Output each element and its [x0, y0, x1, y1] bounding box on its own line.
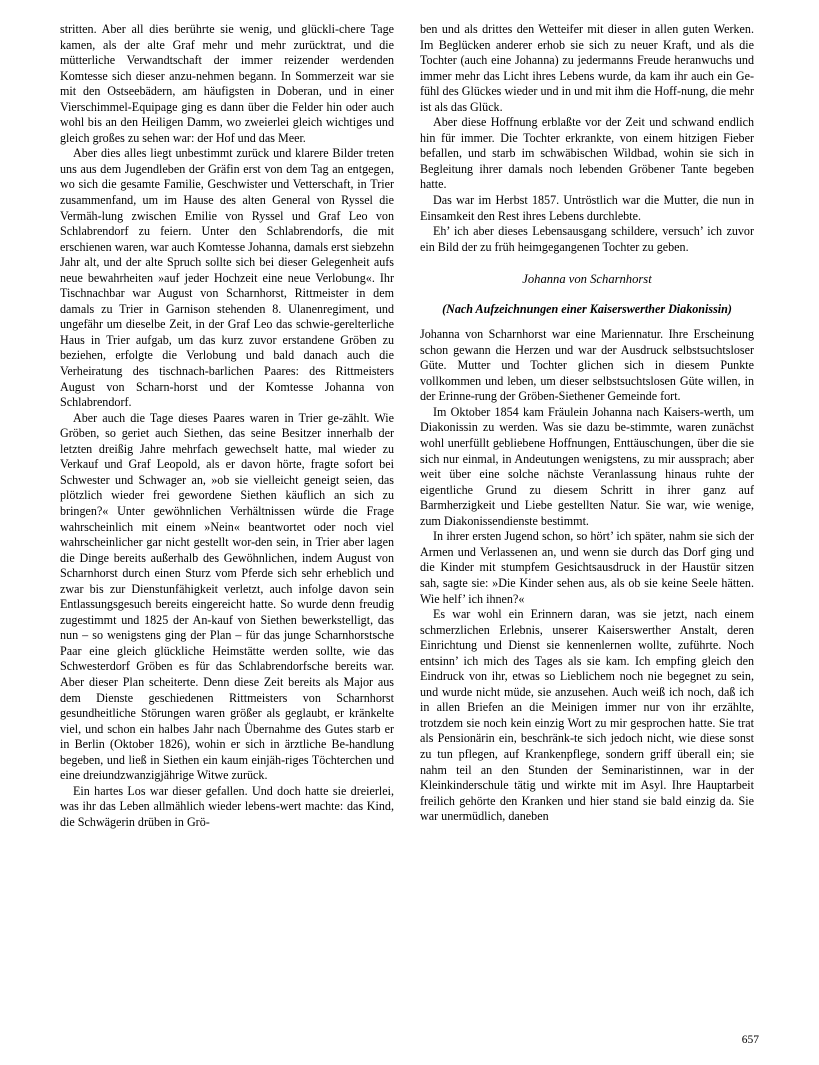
paragraph: In ihrer ersten Jugend schon, so hört’ ich später, nahm sie sich der Armen und Verlassenen an, und wenn sie durch das Dorf ging und die Kinder mit stumpfem Gesichtsausdruck in der Haustür sitzen sah, sagte sie: »Die Kinder sehen aus, als ob sie keine Seele hätten. Wie helf’ ich ihnen?« — [420, 529, 754, 606]
page-number: 657 — [741, 1034, 759, 1046]
left-column — [60, 22, 394, 1022]
paragraph: Aber dies alles liegt unbestimmt zurück und klarere Bilder treten uns aus dem Jugendleben der Gräfin erst von dem Tag an entgegen, wo sich die gesamte Familie, Geschwister und Vetterschaft, in Trier zusammenfand, um im Hause des alten General von Ryssel die Vermäh-lung zwischen Emilie von Ryssel und Graf Leo von Schlabrendorf zu feiern. Unter den Schlabrendorfs, die mit erschienen waren, war auch Komtesse Johanna, damals erst siebzehn Jahr alt, und der alte Spruch sollte sich bei dieser Gelegenheit aufs neue bewahrheiten »auf jeder Hochzeit eine neue Verlobung«. Ihr Tischnachbar war August von Scharnhorst, Rittmeister in dem damals zu Trier in Garnison stehenden 8. Ulanenregiment, und ungefähr um dieselbe Zeit, in der Graf Leo das schwie-gerelterliche Haus in Trier aufgab, um das kurz zuvor erstandene Gröben zu beziehen, erfolgte die Verlobung und bald danach auch die Verheiratung des tischnach-barlichen Paares: des Rittmeisters August von Scharn-horst und der Komtesse Johanna von Schlabrendorf. — [60, 146, 394, 410]
paragraph: Aber auch die Tage dieses Paares waren in Trier ge-zählt. Wie Gröben, so geriet auch Siethen, das seine Besitzer innerhalb der letzten dreißig Jahre mehrfach gewechselt hatte, mal wieder zu Verkauf und Graf Leopold, als er davon hörte, fragte sofort bei Schwester und Schwager an, »ob sie vielleicht geneigt seien, das plötzlich wieder frei gewordene Siethen käuflich an sich zu bringen?« Unter gewöhnlichen Verhältnissen würde die Frage wahrscheinlich mit einem »Nein« beantwortet oder noch viel wahrscheinlicher gar nicht gestellt wor-den sein, in Trier aber lagen die Dinge bereits außerhalb des Gewöhnlichen, indem August von Scharnhorst durch einen Sturz vom Pferde sich sehr erheblich und zwar bis zur Dienstunfähigkeit verletzt, auch infolge davon sein Entlassungsgesuch bereits eingereicht hatte. So wurde denn freudig zugestimmt und 1825 der An-kauf von Siethen bewerkstelligt, das nun – so wenigstens ging der Plan – für das junge Scharnhorstsche Paar eine gleich glückliche Heimstätte werden sollte, wie das Schwesterdorf Gröben es für das Schlabrendorfsche bereits war. Aber dieser Plan scheiterte. Denn diese Zeit bereits als Major aus dem Dienste geschiedenen Rittmeisters von Scharnhorst gesundheitliche Störungen waren größer als geglaubt, er kränkelte viel, und schon ein halbes Jahr nach Übernahme des Gutes starb er in Berlin (Oktober 1826), wohin er sich in ärztliche Be-handlung begeben, und ließ in Siethen ein kaum einjäh-riges Töchterchen und eine dreiundzwanzigjährige Witwe zurück. — [60, 410, 394, 783]
paragraph: Im Oktober 1854 kam Fräulein Johanna nach Kaisers-werth, um Diakonissin zu werden. Was sie dazu be-stimmte, waren zunächst wohl unerfüllt gebliebene Hoffnungen, Enttäuschungen, über die sie sich nur einmal, in Andeutungen wenigstens, zu mir aussprach; aber weit über eine solche nächste Veranlassung hinaus ruhte der eigentliche Grund zu diesem Schritt in ihrer ganz auf Barmherzigkeit und Liebe gestellten Natur. Sie war, wie wenige, zum Diakonissendienste bestimmt. — [420, 404, 754, 528]
section-subheading: (Nach Aufzeichnungen einer Kaiserswerther Diakonissin) — [442, 301, 732, 316]
paragraph: Ein hartes Los war dieser gefallen. Und doch hatte sie dreierlei, was ihr das Leben allmählich wieder lebens-wert machte: das Kind, die Schwägerin drüben in Grö- — [60, 783, 394, 829]
paragraph: Johanna von Scharnhorst war eine Mariennatur. Ihre Erscheinung schon gewann die Herzen und war der Ausdruck selbstsuchtsloser Güte. Mutter und Tochter glichen sich in diesem Punkte vollkommen und leben, um dieser selbstsuchtslosen Güte willen, in der Erinne-rung der Gröben-Siethener Gemeinde fort. — [420, 327, 754, 404]
paragraph: stritten. Aber all dies berührte sie wenig, und glückli-chere Tage kamen, als der alte Graf mehr und mehr zurücktrat, und die mütterliche Verwandtschaft der immer reizender werdenden Komtesse sich dieser anzu-nehmen begann. In Sommerzeit war sie mit den Ostseebädern, am häufigsten in Doberan, und in einer Vierschimmel-Equipage ging es dann über die Felder hin oder auch wohl bis an den Heiligen Damm, wo zweierlei gleich wichtiges und gleich großes zu sehen war: der Hof und das Meer. — [60, 22, 394, 145]
paragraph: Es war wohl ein Erinnern daran, was sie jetzt, nach einem schmerzlichen Erlebnis, unserer Kaiserswerther Anstalt, deren Einrichtung und Dienst sie kennenlernen wollte, zuführte. Noch entsinn’ ich mich des Tages als sie kam. Ich empfing gleich den Eindruck von ihr, etwas so Lieblichem noch nie begegnet zu sein, und wurde nicht müde, sie anzusehen. Auch weiß ich noch, daß ich in allen Briefen an die Meinigen immer nur von ihr erzählte, trotzdem sie noch kein einzig Wort zu mir gesprochen hatte. Sie trat als Pensionärin ein, beschränk-te sich jedoch nicht, wie diese sonst zu tun pflegen, auf Krankenpflege, sondern griff überall ein; sie nahm teil an den Stunden der Seminaristinnen, war in der Kleinkinderschule tätig und wirkte mit im Asyl. Ihre Hauptarbeit freilich gehörte den Kranken und hier stand sie bald einzig da. Sie war unermüdlich, daneben — [420, 607, 754, 824]
paragraph: Aber diese Hoffnung erblaßte vor der Zeit und schwand endlich hin für immer. Die Tochter erkrankte, von einem hitzigen Fieber befallen, und starb im schwäbischen Wildbad, wohin sie sich in Begleitung ihrer damals noch lebenden Gröbener Tante begeben hatte. — [420, 115, 754, 192]
paragraph: Eh’ ich aber dieses Lebensausgang schildere, versuch’ ich zuvor ein Bild der zu früh heimgegangenen Tochter zu geben. — [420, 224, 754, 254]
right-column — [420, 22, 754, 1022]
section-heading: Johanna von Scharnhorst — [522, 272, 652, 287]
two-column-layout — [60, 22, 759, 1022]
paragraph: ben und als drittes den Wetteifer mit dieser in allen guten Werken. Im Beglücken anderer erhob sie sich zu neuer Kraft, und als die Tochter (auch eine Johanna) zu jedermanns Freude heranwuchs und immer mehr das Licht ihres Lebens wurde, da kam ihr auch ein Ge-fühl des Glückes wieder und in und mit ihm die Hoff-nung, die mehr ist als das Glück. — [420, 22, 754, 114]
paragraph: Das war im Herbst 1857. Untröstlich war die Mutter, die nun in Einsamkeit den Rest ihres Lebens durchlebte. — [420, 193, 754, 223]
